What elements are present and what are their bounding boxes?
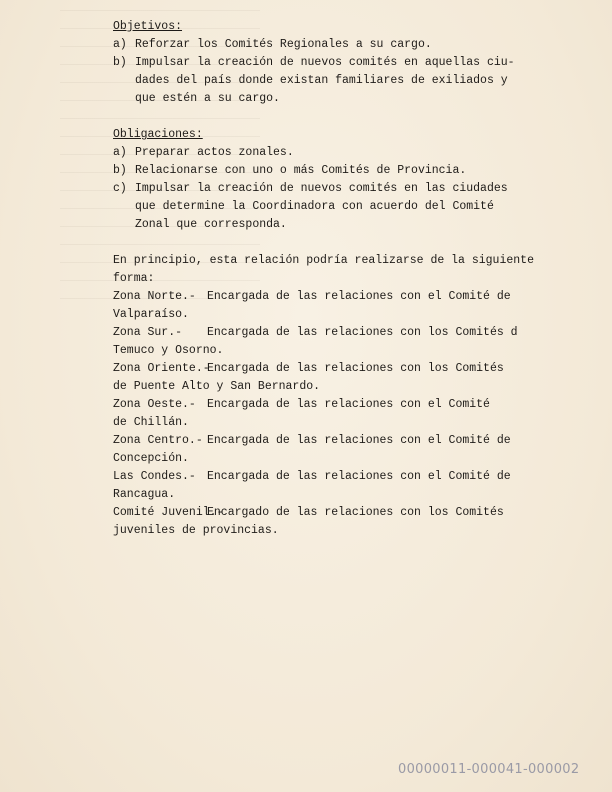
zona-label: Zona Oeste.- [113,398,196,411]
item-marker: a) [113,38,127,51]
section-heading-objetivos: Objetivos: [113,20,183,33]
objetivos-item-line [113,36,583,54]
zona-entry [113,432,583,450]
archive-stamp: 00000011-000041-000002 [398,762,580,777]
principio-line-1: En principio, esta relación podría realizarse de la siguiente [113,254,534,267]
zona-description: Encargada de las relaciones con el Comité de [207,434,511,447]
obligaciones-list [113,144,583,234]
item-text: que estén a su cargo. [135,92,280,105]
item-marker: a) [113,146,127,159]
obligaciones-item-line [113,144,583,162]
obligaciones-item-line [113,198,583,216]
zona-entry [113,288,583,306]
item-text: Zonal que corresponda. [135,218,287,231]
item-text: Preparar actos zonales. [135,146,294,159]
zona-description: Encargada de las relaciones con el Comité de [207,470,511,483]
zona-label: Zona Sur.- [113,326,183,339]
zona-description-continued: Temuco y Osorno. [113,344,224,357]
objetivos-item-line [113,90,583,108]
section-heading-obligaciones: Obligaciones: [113,128,203,141]
objetivos-list [113,36,583,108]
zona-entry [113,360,583,378]
zona-description-continued: juveniles de provincias. [113,524,279,537]
principio-line-2: forma: [113,272,155,285]
zona-description: Encargada de las relaciones con el Comité de [207,290,511,303]
objetivos-item-line [113,54,583,72]
zona-description: Encargada de las relaciones con los Comités [207,362,504,375]
zona-entry [113,504,583,522]
item-marker: b) [113,164,127,177]
zona-description: Encargada de las relaciones con el Comité [207,398,490,411]
spacer [113,108,583,126]
zona-description-continued: Rancagua. [113,488,176,501]
item-marker: c) [113,182,127,195]
zona-description: Encargado de las relaciones con los Comités [207,506,504,519]
zona-description-continued: Valparaíso. [113,308,189,321]
zona-label: Zona Norte.- [113,290,196,303]
zona-description-continued: de Chillán. [113,416,189,429]
zona-label: Las Condes.- [113,470,196,483]
item-text: Relacionarse con uno o más Comités de Provincia. [135,164,467,177]
zona-label: Zona Centro.- [113,434,203,447]
zona-entry [113,468,583,486]
zona-label: Comité Juvenil.- [113,506,224,519]
item-text: Impulsar la creación de nuevos comités en aquellas ciu- [135,56,515,69]
zona-entry [113,396,583,414]
item-text: dades del país donde existan familiares de exiliados y [135,74,508,87]
item-text: Impulsar la creación de nuevos comités en las ciudades [135,182,508,195]
zonas-list [113,288,583,540]
zona-label: Zona Oriente.- [113,362,210,375]
obligaciones-item-line [113,216,583,234]
zona-description-continued: de Puente Alto y San Bernardo. [113,380,321,393]
obligaciones-item-line [113,162,583,180]
spacer [113,234,583,252]
zona-description-continued: Concepción. [113,452,189,465]
zona-description: Encargada de las relaciones con los Comités d [207,326,518,339]
objetivos-item-line [113,72,583,90]
document-body [113,18,583,540]
obligaciones-item-line [113,180,583,198]
item-text: que determine la Coordinadora con acuerdo del Comité [135,200,494,213]
item-text: Reforzar los Comités Regionales a su cargo. [135,38,432,51]
zona-entry [113,324,583,342]
item-marker: b) [113,56,127,69]
